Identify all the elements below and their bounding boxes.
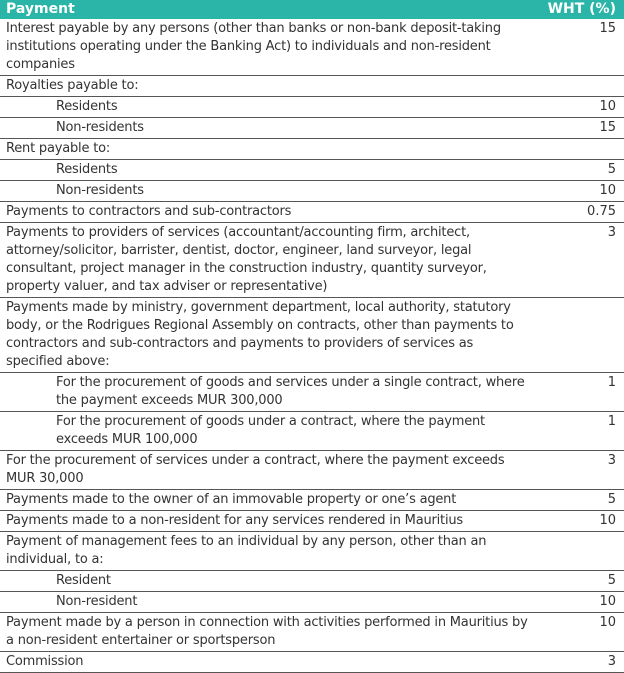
table-subrow <box>0 181 624 202</box>
payment-description: Payments made to the owner of an immovable property or one’s agent <box>0 490 540 511</box>
wht-rate: 15 <box>540 19 624 76</box>
wht-rate: 3 <box>540 451 624 490</box>
table-row <box>0 532 624 571</box>
payment-description: Residents <box>0 160 540 181</box>
table-row <box>0 613 624 652</box>
wht-rate: 10 <box>540 592 624 613</box>
payment-description: Royalties payable to: <box>0 76 540 97</box>
table-row <box>0 76 624 97</box>
table-row <box>0 511 624 532</box>
wht-rate-column-header: WHT (%) <box>540 0 624 19</box>
payment-description: For the procurement of services under a contract, where the payment exceeds MUR 30,000 <box>0 451 540 490</box>
table-row <box>0 451 624 490</box>
payment-description: Commission <box>0 652 540 673</box>
table-subrow <box>0 592 624 613</box>
wht-rate: 5 <box>540 160 624 181</box>
payment-column-header: Payment <box>0 0 540 19</box>
payment-description: For the procurement of goods under a contract, where the payment exceeds MUR 100,000 <box>0 412 540 451</box>
wht-rate: 1 <box>540 373 624 412</box>
payment-description: Payments to providers of services (accountant/accounting firm, architect, attorney/solicitor, barrister, dentist, doctor, engineer, land surveyor, legal consultant, project manager in the construction industry, quantity surveyor, property valuer, and tax adviser or representative) <box>0 223 540 298</box>
wht-rate: 5 <box>540 571 624 592</box>
wht-rate: 1 <box>540 412 624 451</box>
wht-rate <box>540 76 624 97</box>
wht-rate: 3 <box>540 223 624 298</box>
table-body <box>0 19 624 673</box>
wht-rate: 10 <box>540 613 624 652</box>
wht-rate: 15 <box>540 118 624 139</box>
wht-rate <box>540 139 624 160</box>
wht-rate: 10 <box>540 181 624 202</box>
payment-description: Non-residents <box>0 118 540 139</box>
table-row <box>0 298 624 373</box>
payment-description: Non-residents <box>0 181 540 202</box>
table-header <box>0 0 624 19</box>
payment-description: Payment of management fees to an individual by any person, other than an individual, to a: <box>0 532 540 571</box>
table-row <box>0 202 624 223</box>
payment-description: Payment made by a person in connection with activities performed in Mauritius by a non-resident entertainer or sportsperson <box>0 613 540 652</box>
table-subrow <box>0 571 624 592</box>
wht-rate: 3 <box>540 652 624 673</box>
header-row <box>0 0 624 19</box>
payment-description: Payments made by ministry, government department, local authority, statutory body, or the Rodrigues Regional Assembly on contracts, other than payments to contractors and sub-contractors and payments to providers of services as specified above: <box>0 298 540 373</box>
table-row <box>0 223 624 298</box>
payment-description: Rent payable to: <box>0 139 540 160</box>
table-row <box>0 652 624 673</box>
payment-description: Residents <box>0 97 540 118</box>
payment-description: Payments made to a non-resident for any services rendered in Mauritius <box>0 511 540 532</box>
table-subrow <box>0 412 624 451</box>
wht-rate: 10 <box>540 97 624 118</box>
payment-description: For the procurement of goods and services under a single contract, where the payment exceeds MUR 300,000 <box>0 373 540 412</box>
payment-description: Non-resident <box>0 592 540 613</box>
table-subrow <box>0 118 624 139</box>
wht-rate: 5 <box>540 490 624 511</box>
wht-rate: 0.75 <box>540 202 624 223</box>
table-row <box>0 19 624 76</box>
payment-description: Resident <box>0 571 540 592</box>
wht-rate <box>540 532 624 571</box>
wht-rate <box>540 298 624 373</box>
payment-description: Payments to contractors and sub-contractors <box>0 202 540 223</box>
table-row <box>0 490 624 511</box>
table-row <box>0 139 624 160</box>
payment-description: Interest payable by any persons (other than banks or non-bank deposit-taking institutions operating under the Banking Act) to individuals and non-resident companies <box>0 19 540 76</box>
table-subrow <box>0 373 624 412</box>
table-subrow <box>0 97 624 118</box>
wht-rate: 10 <box>540 511 624 532</box>
table-subrow <box>0 160 624 181</box>
